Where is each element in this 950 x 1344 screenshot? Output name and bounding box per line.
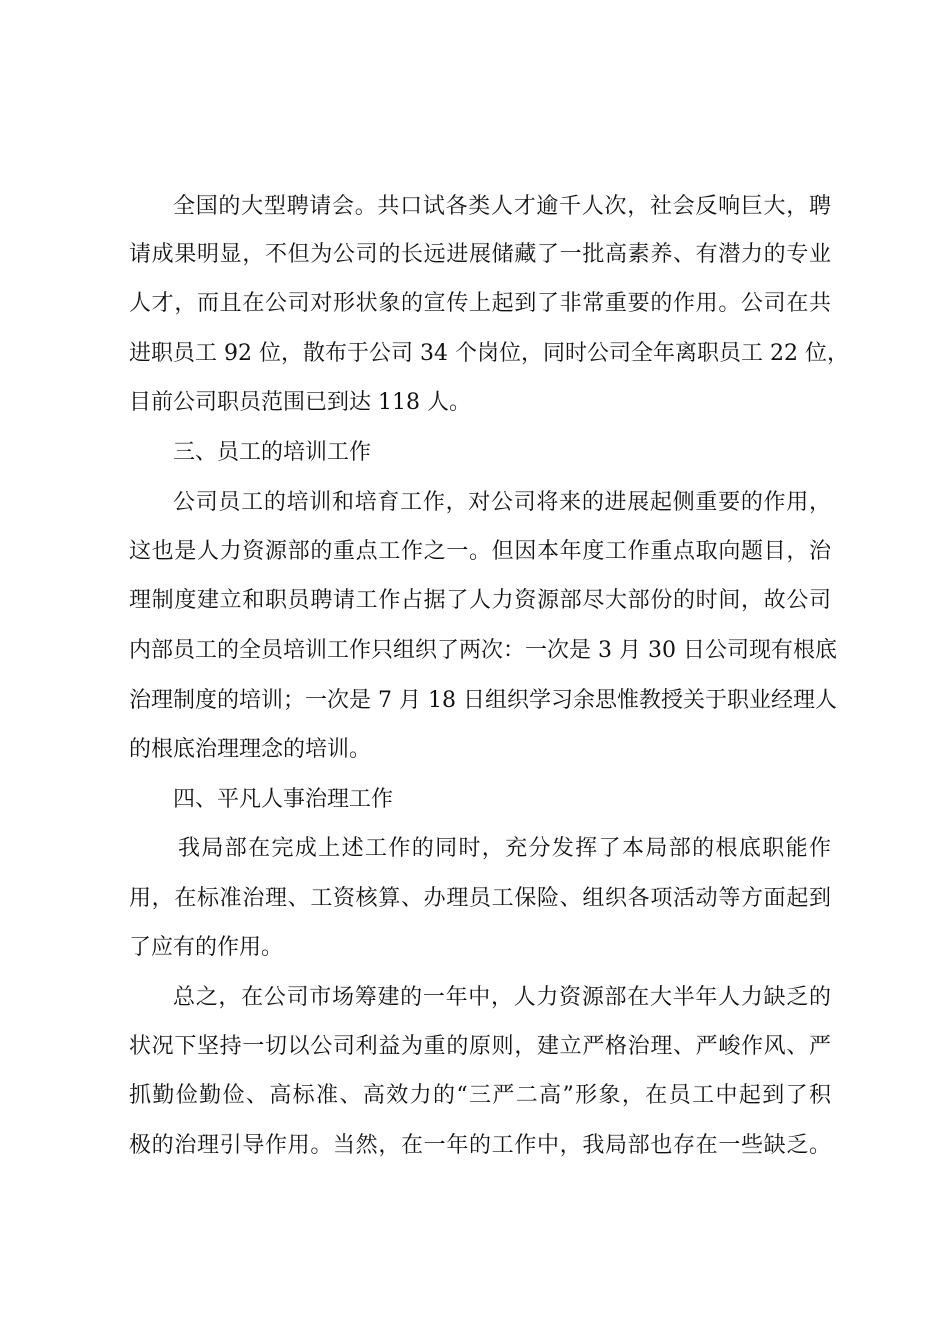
paragraph-2-line-3: 理制度建立和职员聘请工作占据了人力资源部尽大部份的时间，故公司 — [129, 588, 831, 613]
paragraph-3-line-1: 我局部在完成上述工作的同时，充分发挥了本局部的根底职能作 — [178, 836, 831, 861]
paragraph-4-line-1: 总之，在公司市场筹建的一年中，人力资源部在大半年人力缺乏的 — [173, 985, 831, 1010]
paragraph-1-line-4: 进职员工 92 位，散布于公司 34 个岗位，同时公司全年离职员工 22 位， — [129, 341, 849, 366]
paragraph-2-line-6: 的根底治理理念的培训。 — [129, 737, 372, 762]
paragraph-2-line-5: 治理制度的培训；一次是 7 月 18 日组织学习余思惟教授关于职业经理人 — [129, 688, 837, 713]
paragraph-4-line-4: 极的治理引导作用。当然，在一年的工作中，我局部也存在一些缺乏。 — [129, 1133, 831, 1158]
section-heading-training: 三、员工的培训工作 — [173, 440, 372, 465]
section-heading-personnel: 四、平凡人事治理工作 — [173, 787, 394, 812]
paragraph-1-line-3: 人才，而且在公司对形状象的宣传上起到了非常重要的作用。公司在共 — [129, 291, 831, 316]
paragraph-2-line-4: 内部员工的全员培训工作只组织了两次：一次是 3 月 30 日公司现有根底 — [129, 638, 837, 663]
paragraph-2-line-2: 这也是人力资源部的重点工作之一。但因本年度工作重点取向题目，治 — [129, 539, 831, 564]
paragraph-3-line-2: 用，在标准治理、工资核算、办理员工保险、组织各项活动等方面起到 — [129, 886, 831, 911]
paragraph-4-line-3: 抓勤俭勤俭、高标准、高效力的“三严二高”形象，在员工中起到了积 — [129, 1083, 831, 1108]
paragraph-3-line-3: 了应有的作用。 — [129, 935, 284, 960]
paragraph-1-line-2: 请成果明显，不但为公司的长远进展储藏了一批高素养、有潜力的专业 — [129, 242, 831, 267]
paragraph-2-line-1: 公司员工的培训和培育工作，对公司将来的进展起侧重要的作用， — [173, 490, 831, 515]
paragraph-1-line-1: 全国的大型聘请会。共口试各类人才逾千人次，社会反响巨大，聘 — [173, 194, 831, 219]
paragraph-1-line-5: 目前公司职员范围已到达 118 人。 — [129, 390, 471, 415]
paragraph-4-line-2: 状况下坚持一切以公司利益为重的原则，建立严格治理、严峻作风、严 — [129, 1034, 831, 1059]
